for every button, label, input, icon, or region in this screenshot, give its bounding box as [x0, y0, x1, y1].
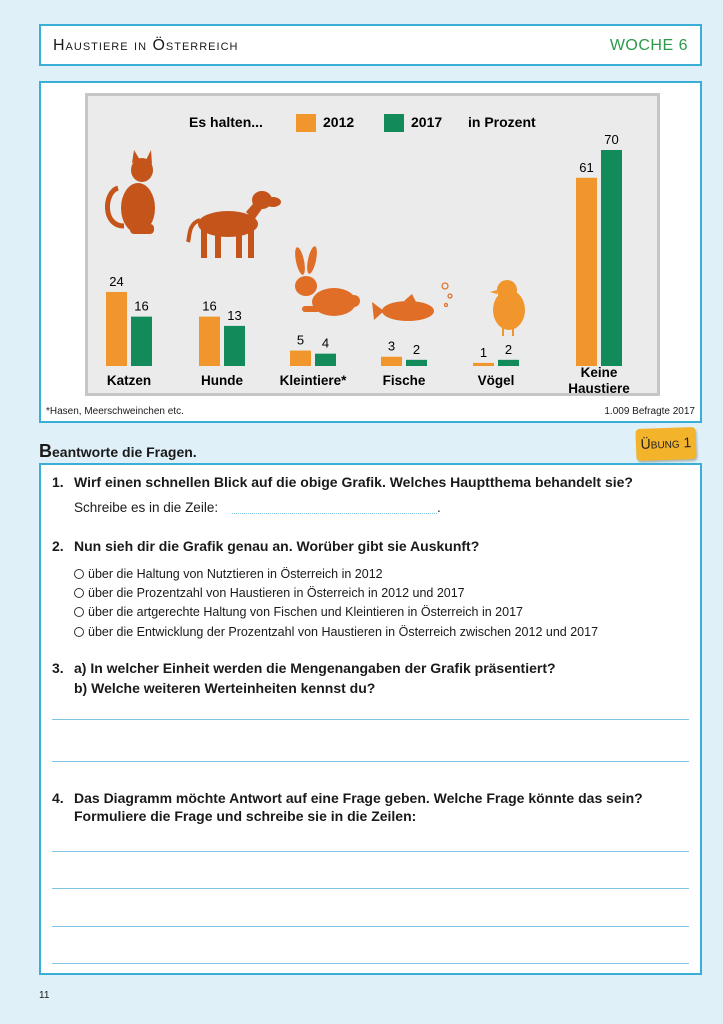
legend-swatch-2012 [296, 114, 316, 132]
bar-2012-1 [199, 317, 220, 366]
data-label-2012-0: 24 [109, 273, 124, 289]
data-label-2017-3: 2 [412, 341, 421, 357]
footnote-right: 1.009 Befragte 2017 [604, 406, 695, 417]
cat-icon [107, 150, 155, 234]
question-3-line-b: b) Welche weiteren Werteinheiten kennst du? [74, 680, 376, 696]
data-label-2012-2: 5 [296, 332, 305, 348]
bar-2012-2 [290, 351, 311, 366]
legend-label-2012: 2012 [323, 114, 355, 130]
header-bar [39, 24, 702, 66]
answer-line[interactable] [52, 761, 689, 762]
option-1[interactable] [74, 567, 383, 581]
data-label-2012-1: 16 [202, 298, 217, 314]
question-4-line-a: Das Diagramm möchte Antwort auf eine Frage geben. Welche Frage könnte das sein? [74, 790, 643, 806]
rabbit-icon [293, 245, 360, 316]
task-heading-text: eantworte die Fragen. [52, 444, 197, 460]
question-1-number: 1. [52, 474, 64, 490]
question-3-number: 3. [52, 660, 64, 676]
dog-icon [188, 191, 281, 258]
legend-label-2017: 2017 [411, 114, 443, 130]
data-label-2012-4: 1 [479, 344, 488, 360]
task-heading-initial: B [39, 441, 52, 461]
option-2[interactable] [74, 586, 465, 600]
radio-circle[interactable] [74, 588, 84, 598]
footnote-left: *Hasen, Meerschweinchen etc. [46, 406, 184, 417]
option-3-label: über die artgerechte Haltung von Fischen und Kleintieren in Österreich in 2017 [88, 605, 523, 619]
bar-2017-4 [498, 360, 519, 366]
exercise-badge [635, 427, 696, 461]
chart-frame [39, 81, 702, 423]
option-4-label: über die Entwicklung der Prozentzahl von Haustieren in Österreich zwischen 2012 und 2017 [88, 625, 599, 639]
bar-2012-4 [473, 363, 494, 366]
chart-title: Es halten... [189, 114, 263, 130]
category-label-3: Fische [382, 373, 426, 388]
radio-circle[interactable] [74, 627, 84, 637]
option-2-label: über die Prozentzahl von Haustieren in Österreich in 2012 und 2017 [88, 586, 465, 600]
data-label-2017-5: 70 [604, 132, 619, 147]
option-4[interactable] [74, 625, 598, 639]
page-number: 11 [39, 990, 50, 1001]
bar-2012-3 [381, 357, 402, 366]
question-4-number: 4. [52, 790, 64, 806]
category-label-0: Katzen [106, 373, 152, 388]
data-label-2017-2: 4 [321, 335, 330, 351]
exercise-badge-label: Übung 1 [640, 434, 692, 452]
answer-line-q1[interactable] [232, 513, 437, 514]
data-label-2017-0: 16 [134, 298, 149, 314]
task-heading [39, 441, 197, 462]
answer-line[interactable] [52, 963, 689, 964]
data-label-2012-5: 61 [579, 159, 594, 175]
category-label-1: Hunde [201, 373, 243, 388]
question-4-line-b: Formuliere die Frage und schreibe sie in die Zeilen: [74, 808, 417, 824]
category-label-5: Keine Haustiere [568, 365, 630, 393]
page-title: Haustiere in Österreich [53, 37, 239, 54]
category-label-4: Vögel [477, 373, 515, 388]
category-label-2: Kleintiere* [279, 373, 347, 388]
unit-label: in Prozent [468, 114, 536, 130]
answer-line[interactable] [52, 719, 689, 720]
bars-group [106, 132, 630, 393]
bar-2017-2 [315, 354, 336, 366]
data-label-2017-1: 13 [227, 307, 242, 323]
data-label-2017-4: 2 [504, 341, 513, 357]
question-2-number: 2. [52, 538, 64, 554]
bar-2012-5 [576, 178, 597, 366]
question-2-text: Nun sieh dir die Grafik genau an. Worüber gibt sie Auskunft? [74, 538, 480, 554]
bar-2017-3 [406, 360, 427, 366]
radio-circle[interactable] [74, 569, 84, 579]
data-label-2012-3: 3 [387, 338, 396, 354]
radio-circle[interactable] [74, 607, 84, 617]
question-1-text: Wirf einen schnellen Blick auf die obige Grafik. Welches Hauptthema behandelt sie? [74, 474, 633, 490]
bar-2017-1 [224, 326, 245, 366]
option-3[interactable] [74, 605, 523, 619]
question-1-instruction: Schreibe es in die Zeile: [74, 500, 219, 515]
bar-2012-0 [106, 292, 127, 366]
bar-2017-5 [601, 150, 622, 366]
answer-line-end: . [437, 500, 441, 515]
bar-2017-0 [131, 317, 152, 366]
legend-swatch-2017 [384, 114, 404, 132]
fish-icon [372, 283, 452, 321]
option-1-label: über die Haltung von Nutztieren in Österreich in 2012 [88, 567, 383, 581]
answer-line[interactable] [52, 888, 689, 889]
bar-chart [88, 96, 657, 393]
bird-icon [490, 280, 525, 336]
week-label: WOCHE 6 [609, 37, 688, 54]
answer-line[interactable] [52, 926, 689, 927]
question-3-line-a: a) In welcher Einheit werden die Mengenangaben der Grafik präsentiert? [74, 660, 556, 676]
answer-line[interactable] [52, 851, 689, 852]
chart-panel [85, 93, 660, 396]
